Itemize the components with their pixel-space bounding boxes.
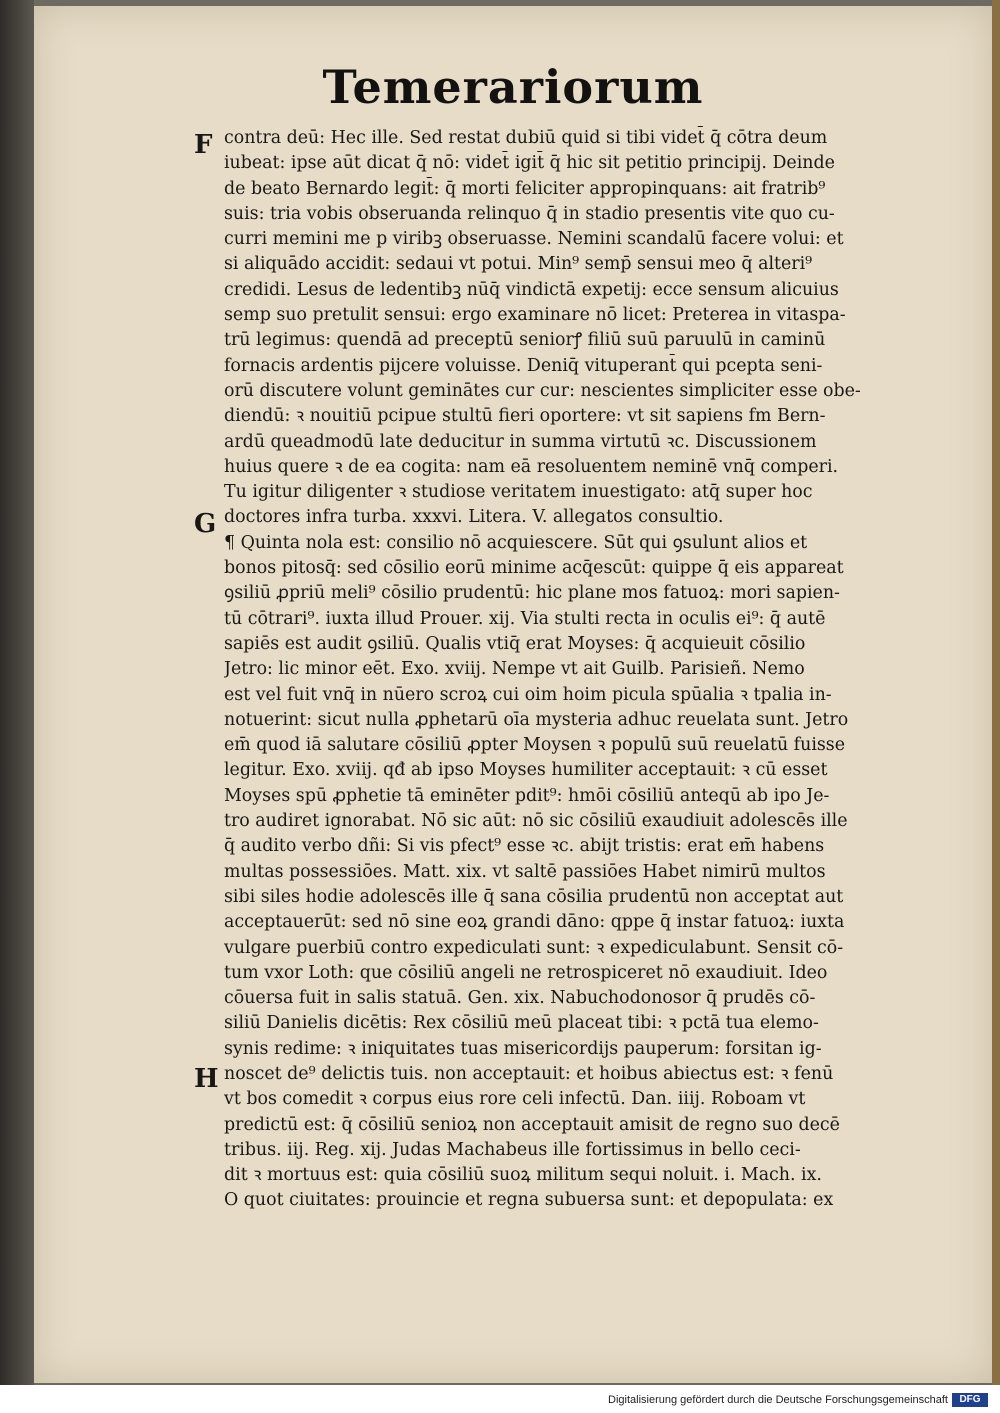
margin-letter-h: H bbox=[194, 1064, 219, 1094]
text-line: contra deū: Hec ille. Sed restat dubiū quid si tibi videt̄ q̄ cōtra deum bbox=[224, 128, 828, 148]
text-line: O quot ciuitates: prouincie et regna subuersa sunt: et depopulata: ex bbox=[224, 1190, 834, 1211]
text-line: Jetro: lic minor eēt. Exo. xviij. Nempe vt ait Guilb. Parisieñ. Nemo bbox=[224, 659, 805, 680]
text-line: dit ꝛ mortuus est: quia cōsiliū suoꝝ militum sequi noluit. i. Mach. ix. bbox=[224, 1165, 822, 1186]
text-line: sapiēs est audit ꝯsiliū. Qualis vtiq̄ erat Moyses: q̄ acquieuit cōsilio bbox=[224, 633, 806, 654]
text-line: legitur. Exo. xviij. qđ ab ipso Moyses humiliter acceptauit: ꝛ cū esset bbox=[224, 760, 828, 781]
text-line: tro audiret ignorabat. Nō sic aūt: nō sic cōsiliū exaudiuit adolescēs ille bbox=[224, 811, 848, 832]
text-line: credidi. Lesus de ledentibꝫ nūq̄ vindictā expetij: ecce sensum alicuius bbox=[224, 279, 839, 300]
text-line: huius quere ꝛ de ea cogita: nam eā resoluentem neminē vnq̄ comperi. bbox=[224, 456, 839, 477]
text-line: doctores infra turba. xxxvi. Litera. V. allegatos consultio. bbox=[224, 507, 724, 528]
footer-bar bbox=[0, 1389, 1000, 1413]
book-page bbox=[34, 6, 992, 1383]
text-line: est vel fuit vnq̄ in nūero scroꝝ cui oim hoim picula spūalia ꝛ tpalia in- bbox=[224, 684, 832, 705]
text-line: tum vxor Loth: que cōsiliū angeli ne retrospiceret nō exaudiuit. Ideo bbox=[224, 962, 828, 983]
text-line: synis redime: ꝛ iniquitates tuas misericordijs pauperum: forsitan ig- bbox=[224, 1038, 822, 1059]
text-line: acceptauerūt: sed nō sine eoꝝ grandi dāno: qppe q̄ instar fatuoꝝ: iuxta bbox=[224, 912, 845, 933]
page-edge bbox=[992, 0, 1000, 1385]
text-line: notuerint: sicut nulla ꝓphetarū oīa mysteria adhuc reuelata sunt. Jetro bbox=[224, 709, 849, 730]
text-line: de beato Bernardo legit̄: q̄ morti feliciter appropinquans: ait fratrib⁹ bbox=[224, 178, 826, 199]
book-gutter bbox=[0, 0, 34, 1385]
text-line: multas possessiōes. Matt. xix. vt saltē passiōes Habet nimirū multos bbox=[224, 861, 826, 882]
text-line: diendū: ꝛ nouitiū pcipue stultū fieri oportere: vt sit sapiens fm Bern- bbox=[224, 406, 826, 427]
text-line: vulgare puerbiū contro expediculati sunt: ꝛ expediculabunt. Sensit cō- bbox=[224, 937, 844, 958]
text-line: ꝯsiliū ꝓpriū meli⁹ cōsilio prudentū: hic plane mos fatuoꝝ: mori sapien- bbox=[224, 583, 840, 604]
text-line: em̄ quod iā salutare cōsiliū ꝓpter Moysen ꝛ populū suū reuelatū fuisse bbox=[224, 735, 846, 756]
text-line: tribus. iij. Reg. xij. Judas Machabeus ille fortissimus in bello ceci- bbox=[224, 1139, 801, 1160]
funding-credit: Digitalisierung gefördert durch die Deutsche Forschungsgemeinschaft bbox=[608, 1394, 948, 1406]
margin-letter-f: F bbox=[194, 130, 213, 160]
text-line: predictū est: q̄ cōsiliū senioꝝ non acceptauit amisit de regno suo decē bbox=[224, 1114, 840, 1135]
text-line: q̄ audito verbo dñi: Si vis pfect⁹ esse ꝛc. abijt tristis: erat em̄ habens bbox=[224, 836, 825, 857]
text-line: sibi siles hodie adolescēs ille q̄ sana cōsilia prudentū non acceptat aut bbox=[224, 886, 844, 907]
text-line: bonos pitosq̄: sed cōsilio eorū minime acq̄escūt: quippe q̄ eis appareat bbox=[224, 558, 844, 579]
dfg-logo: DFG bbox=[952, 1393, 988, 1407]
text-line: tū cōtrari⁹. iuxta illud Prouer. xij. Via stulti recta in oculis ei⁹: q̄ autē bbox=[224, 608, 826, 629]
text-line: ¶ Quinta nola est: consilio nō acquiescere. Sūt qui ꝯsulunt alios et bbox=[224, 532, 808, 553]
body-text bbox=[224, 126, 966, 1214]
text-line: semp suo pretulit sensui: ergo examinare nō licet: Preterea in vitaspa- bbox=[224, 305, 846, 326]
running-head: Temerariorum bbox=[322, 60, 704, 114]
text-line: vt bos comedit ꝛ corpus eius rore celi infectū. Dan. iiij. Roboam vt bbox=[224, 1089, 806, 1110]
margin-letter-g: G bbox=[194, 509, 217, 539]
text-line: suis: tria vobis obseruanda relinquo q̄ in stadio presentis vite quo cu- bbox=[224, 203, 835, 224]
text-line: Moyses spū ꝓphetie tā eminēter pdit⁹: hmōi cōsiliū anteqū ab ipo Je- bbox=[224, 785, 830, 806]
text-line: Tu igitur diligenter ꝛ studiose veritatem inuestigato: atq̄ super hoc bbox=[224, 482, 813, 503]
text-line: si aliquādo accidit: sedaui vt potui. Min⁹ semp̄ sensui meo q̄ alteri⁹ bbox=[224, 254, 813, 275]
text-line: iubeat: ipse aūt dicat q̄ nō: videt̄ igit̄ q̄ hic sit petitio principij. Deinde bbox=[224, 153, 835, 174]
text-line: ardū queadmodū late deducitur in summa virtutū ꝛc. Discussionem bbox=[224, 431, 817, 452]
text-line: fornacis ardentis pijcere voluisse. Deniq̄ vituperant̄ qui pcepta seni- bbox=[224, 355, 823, 376]
text-line: trū legimus: quendā ad preceptū seniorꝭ filiū suū paruulū in caminū bbox=[224, 330, 826, 351]
text-line: siliū Danielis dicētis: Rex cōsiliū meū placeat tibi: ꝛ pctā tua elemo- bbox=[224, 1013, 819, 1034]
text-line: curri memini me p viribꝫ obseruasse. Nemini scandalū facere volui: et bbox=[224, 229, 844, 250]
text-line: orū discutere volunt geminātes cur cur: nescientes simpliciter esse obe- bbox=[224, 380, 861, 401]
text-line: noscet de⁹ delictis tuis. non acceptauit: et hoibus abiectus est: ꝛ fenū bbox=[224, 1063, 834, 1084]
text-line: cōuersa fuit in salis statuā. Gen. xix. Nabuchodonosor q̄ prudēs cō- bbox=[224, 988, 816, 1009]
